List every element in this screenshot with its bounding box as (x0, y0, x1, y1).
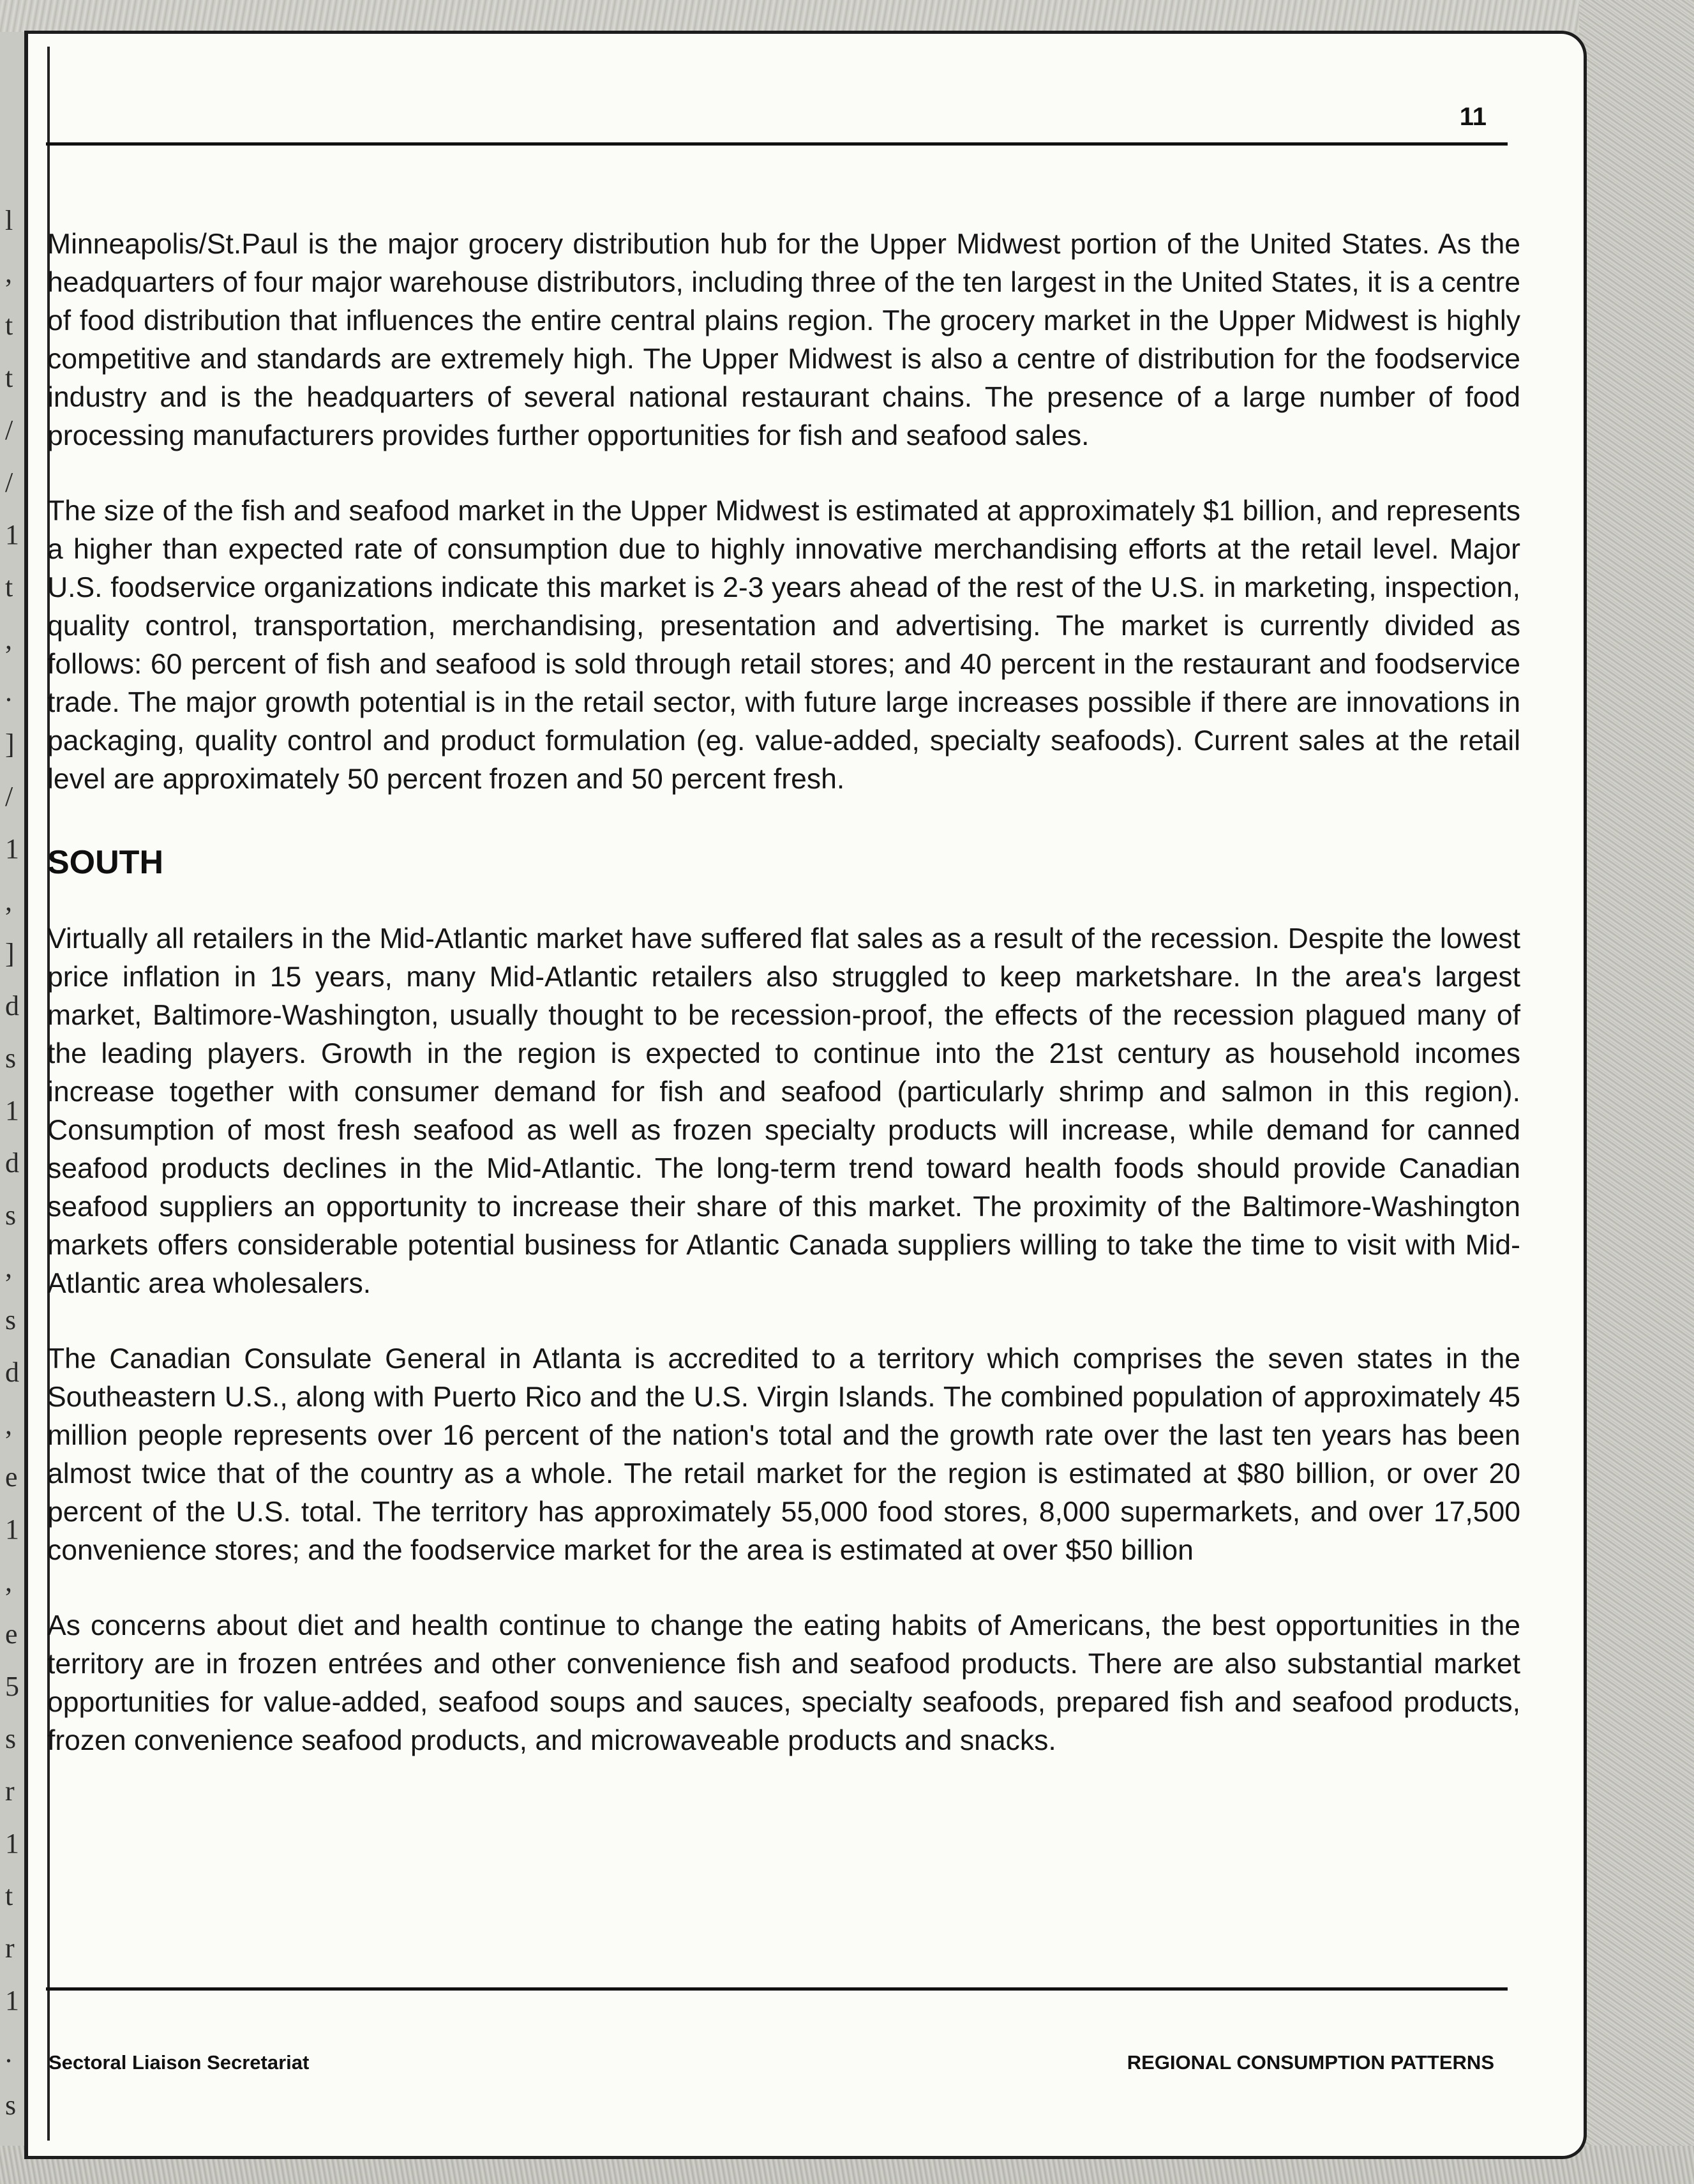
header-rule (46, 142, 1508, 146)
margin-fragment: e (5, 1461, 18, 1493)
previous-page-margin-fragments (0, 38, 22, 2145)
margin-fragment: , (5, 1566, 12, 1597)
margin-fragment: / (5, 414, 13, 446)
footer-organization: Sectoral Liaison Secretariat (49, 2051, 310, 2074)
page-number: 11 (1459, 103, 1487, 131)
paragraph-opportunities: As concerns about diet and health continue to change the eating habits of Americans, the best opportunities in the territory are in frozen entrées and other convenience fish and seafood products. There are also substantial market opportunities for value-added, seafood soups and sauces, specialty seafoods, prepared fish and seafood products, frozen convenience seafood products, and microwaveable products and snacks. (47, 1610, 1520, 1756)
margin-fragment: , (5, 257, 12, 289)
margin-fragment: 1 (5, 1095, 19, 1126)
margin-fragment: 1 (5, 1828, 19, 1859)
document-page (24, 31, 1587, 2159)
margin-fragment: , (5, 624, 12, 655)
footer-section-title: REGIONAL CONSUMPTION PATTERNS (1127, 2051, 1494, 2074)
paragraph-mid-atlantic: Virtually all retailers in the Mid-Atlantic market have suffered flat sales as a result of the recession. Despite the lowest price inflation in 15 years, many Mid-Atlantic retailers also struggled to keep marketshare. In the area's largest market, Baltimore-Washington, usually thought to be recession-proof, the effects of the recession plagued many of the leading players. Growth in the region is expected to continue into the 21st century as household incomes increase together with consumer demand for fish and seafood (particularly shrimp and salmon in this region). Consumption of most fresh seafood as well as frozen specialty products will increase, while demand for canned seafood products declines in the Mid-Atlantic. The long-term trend toward health foods should provide Canadian seafood suppliers an opportunity to increase their share of this market. The proximity of the Baltimore-Washington markets offers considerable potential business for Atlantic Canada suppliers willing to take the time to visit with Mid-Atlantic area wholesalers. (47, 923, 1520, 1299)
margin-fragment: 5 (5, 1671, 19, 1702)
margin-fragment: / (5, 781, 13, 812)
margin-fragment: r (5, 1932, 15, 1964)
margin-fragment: s (5, 1043, 17, 1074)
margin-fragment: . (5, 2037, 12, 2068)
scan-edge-right (1579, 0, 1694, 2184)
scan-edge-top (0, 0, 1694, 32)
margin-fragment: , (5, 1252, 12, 1283)
paragraph-upper-midwest-market: The size of the fish and seafood market in the Upper Midwest is estimated at approximately $1 billion, and represents a higher than expected rate of consumption due to highly innovative merchandising efforts at the retail level. Major U.S. foodservice organizations indicate this market is 2-3 years ahead of the rest of the U.S. in marketing, inspection, quality control, transportation, merchandising, presentation and advertising. The market is currently divided as follows: 60 percent of fish and seafood is sold through retail stores; and 40 percent in the restaurant and foodservice trade. The major growth potential is in the retail sector, with future large increases possible if there are innovations in packaging, quality control and product formulation (eg. value-added, specialty seafoods). Current sales at the retail level are approximately 50 percent frozen and 50 percent fresh. (47, 495, 1520, 795)
margin-fragment: t (5, 362, 13, 393)
margin-fragment: e (5, 1618, 18, 1650)
margin-fragment: d (5, 1147, 19, 1179)
margin-fragment: / (5, 467, 13, 498)
margin-fragment: 1 (5, 833, 19, 864)
section-heading-south: SOUTH (47, 844, 163, 881)
margin-fragment: 1 (5, 1985, 19, 2016)
margin-fragment: s (5, 1723, 17, 1754)
margin-fragment: s (5, 1200, 17, 1231)
paragraph-upper-midwest-hub: Minneapolis/St.Paul is the major grocery distribution hub for the Upper Midwest portion of the United States. As the headquarters of four major warehouse distributors, including three of the ten largest in the United States, it is a centre of food distribution that influences the entire central plains region. The grocery market in the Upper Midwest is highly competitive and standards are extremely high. The Upper Midwest is also a centre of distribution for the foodservice industry and is the headquarters of several national restaurant chains. The presence of a large number of food processing manufacturers provides further opportunities for fish and seafood sales. (47, 229, 1520, 451)
margin-fragment: ] (5, 938, 15, 969)
margin-fragment: t (5, 1880, 13, 1911)
margin-fragment: d (5, 1357, 19, 1388)
margin-fragment: d (5, 990, 19, 1021)
margin-fragment: . (5, 676, 12, 707)
margin-fragment: 1 (5, 519, 19, 550)
margin-fragment: 1 (5, 1514, 19, 1545)
margin-fragment: t (5, 571, 13, 603)
margin-fragment: s (5, 2090, 17, 2121)
margin-fragment: ] (5, 728, 15, 760)
margin-fragment: r (5, 1775, 15, 1807)
page-content (47, 225, 1520, 1797)
margin-fragment: , (5, 885, 12, 917)
margin-fragment: , (5, 1409, 12, 1440)
margin-fragment: s (5, 1304, 17, 1336)
margin-fragment: l (5, 205, 13, 236)
margin-fragment: t (5, 310, 13, 341)
paragraph-atlanta-territory: The Canadian Consulate General in Atlanta is accredited to a territory which comprises the seven states in the Southeastern U.S., along with Puerto Rico and the U.S. Virgin Islands. The combined population of approximately 45 million people represents over 16 percent of the nation's total and the growth rate over the last ten years has been almost twice that of the country as a whole. The retail market for the region is estimated at $80 billion, or over 20 percent of the U.S. total. The territory has approximately 55,000 food stores, 8,000 supermarkets, and over 17,500 convenience stores; and the foodservice market for the area is estimated at over $50 billion (47, 1343, 1520, 1566)
footer-rule (46, 1987, 1508, 1991)
